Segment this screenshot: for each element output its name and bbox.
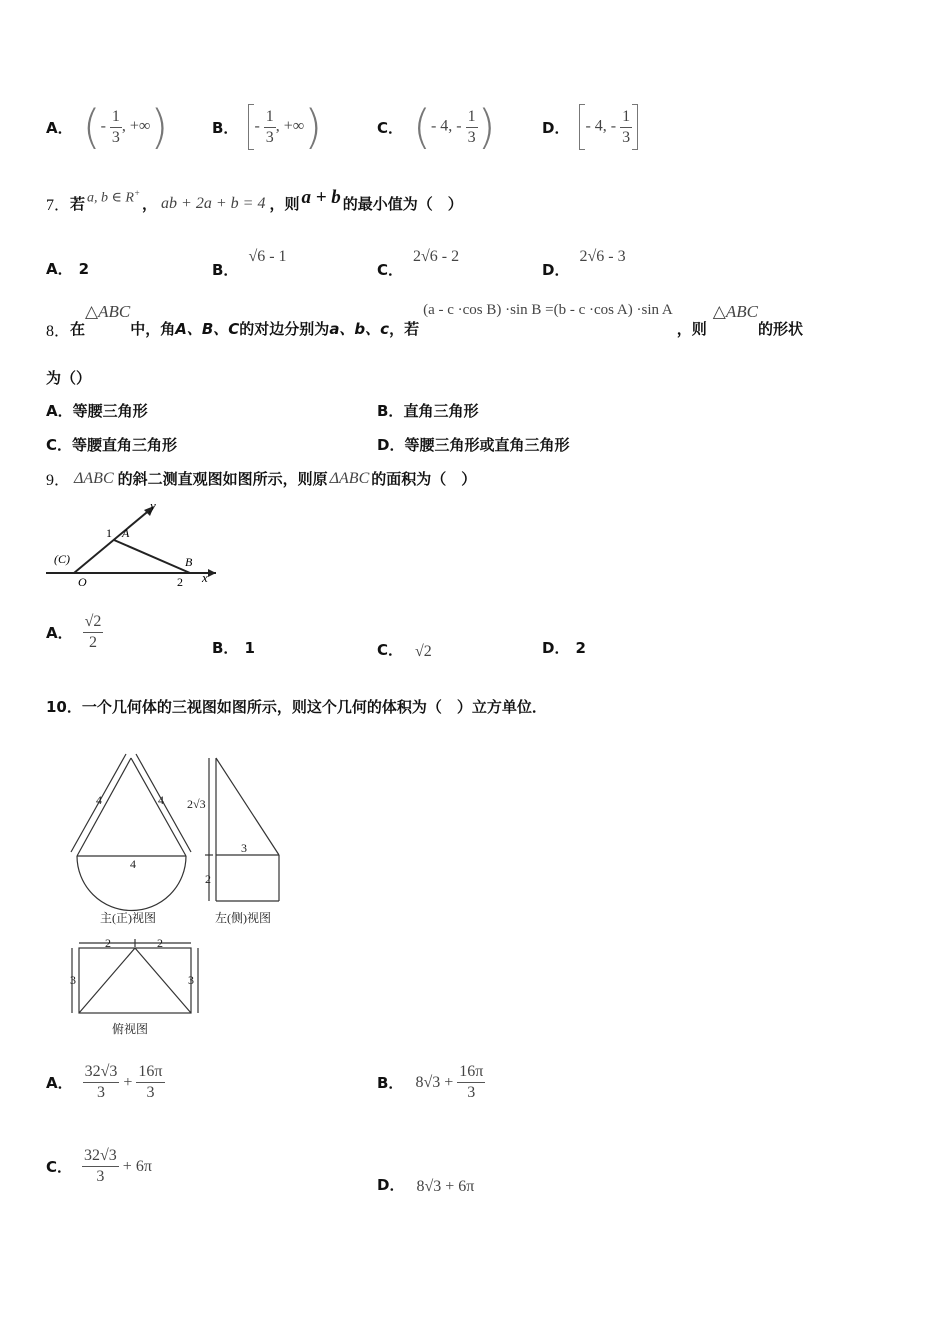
q9-label-2: 2 xyxy=(177,575,183,589)
q9-stem: 9． ΔABC 的斜二测直观图如图所示，则原 ΔABC 的面积为（ ） xyxy=(46,469,477,489)
q9-label-1: 1 xyxy=(106,526,112,540)
top-label-w-left: 2 xyxy=(105,936,111,950)
q9-label-a: A xyxy=(122,526,130,540)
left-caption: 左(侧)视图 xyxy=(215,911,271,925)
q7-stem: 7． 若 a, b ∈ R+ ， ab + 2a + b = 4 ，则 a + b 的最小值为（ ） xyxy=(46,186,463,214)
front-label-left: 4 xyxy=(96,793,102,807)
q9-label-c: (C) xyxy=(54,552,70,566)
q6-option-a: A． (- $\frac{1}{3}$ , +∞) xyxy=(46,100,169,154)
q8-stem-line2: 为（） xyxy=(46,369,92,387)
q9-figure xyxy=(40,498,230,593)
q9-label-b: B xyxy=(185,555,193,569)
q6-option-b: B． - $\frac{1}{3}$ , +∞) xyxy=(212,100,323,154)
q8-stem: 8． 在 △ABC 中，角 A、B、C 的对边分别为 a、b、c ，若 (a - c ·cos B) ·sin B =(b - c ·cos A) ·sin A ，则 △ABC 的形状 xyxy=(46,302,803,340)
top-caption: 俯视图 xyxy=(112,1022,149,1036)
left-label-top: 2√3 xyxy=(187,797,206,811)
q10-three-views xyxy=(60,748,300,1043)
top-label-h-right: 3 xyxy=(188,973,194,987)
top-label-w-right: 2 xyxy=(157,936,163,950)
left-label-bottom: 2 xyxy=(205,872,211,886)
q9-label-y: y xyxy=(150,498,156,513)
q6-option-c: C． (- 4, - $\frac{1}{3}$ ) xyxy=(377,100,496,154)
left-label-width: 3 xyxy=(241,841,247,855)
top-label-h-left: 3 xyxy=(70,973,76,987)
q9-label-o: O xyxy=(78,575,87,589)
q6-option-d: D． - 4, - $\frac{1}{3}$ xyxy=(542,103,638,151)
option-label: A． xyxy=(46,118,73,137)
front-caption: 主(正)视图 xyxy=(100,911,156,925)
q10-stem: 10．一个几何体的三视图如图所示，则这个几何的体积为（ ）立方单位． xyxy=(46,698,547,716)
front-label-base: 4 xyxy=(130,857,136,871)
front-label-right: 4 xyxy=(158,793,164,807)
q9-label-x: x xyxy=(202,570,208,585)
